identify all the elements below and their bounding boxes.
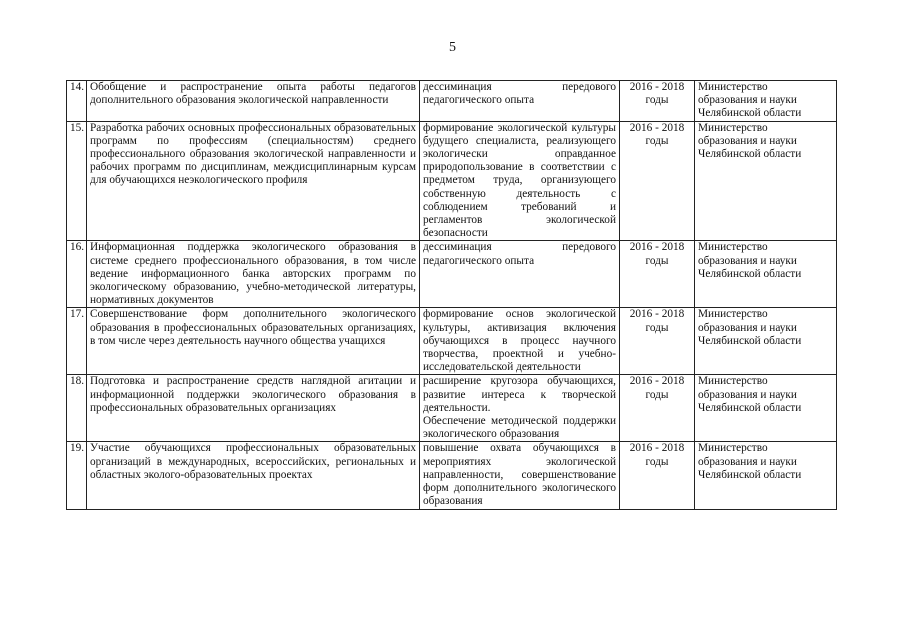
executor-line: образования и науки <box>698 134 797 147</box>
result-paragraph: расширение кругозора обучающихся, развитие интереса к творческой деятельности. <box>423 375 616 414</box>
period <box>620 442 695 509</box>
executor-line: образования и науки <box>698 455 797 468</box>
executor-line: Челябинской области <box>698 468 802 481</box>
executor-line: Челябинской области <box>698 401 802 414</box>
executor <box>695 375 837 442</box>
activity-name: Подготовка и распространение средств наглядной агитации и информационной поддержки экологического образования в профессиональных образовательных организациях <box>87 375 420 442</box>
period-line: годы <box>645 321 669 334</box>
activity-name: Разработка рабочих основных профессиональных образовательных программ по профессиям (специальностям) среднего профессионального образования экологической направленности и рабочих программ по дисциплинам, междисциплинарным курсам для обучающихся неэкологического профиля <box>87 121 420 241</box>
expected-result <box>420 375 620 442</box>
executor <box>695 81 837 122</box>
period <box>620 81 695 122</box>
executor <box>695 442 837 509</box>
period-line: 2016 - 2018 <box>629 442 685 455</box>
period-line: годы <box>645 94 669 107</box>
executor-line: Министерство <box>698 375 768 388</box>
executor-line: Челябинской области <box>698 334 802 347</box>
period <box>620 308 695 375</box>
period <box>620 241 695 308</box>
activity-name: Совершенствование форм дополнительного экологического образования в профессиональных образовательных организациях, в том числе через деятельность научного общества учащихся <box>87 308 420 375</box>
period-line: 2016 - 2018 <box>629 241 685 254</box>
table-row <box>67 308 837 375</box>
executor-line: Министерство <box>698 81 768 93</box>
activities-table <box>66 80 837 510</box>
table-row <box>67 81 837 122</box>
executor-line: образования и науки <box>698 94 797 107</box>
period-line: годы <box>645 455 669 468</box>
row-number: 18. <box>67 375 87 442</box>
period-line: годы <box>645 388 669 401</box>
activity-name: Участие обучающихся профессиональных образовательных организаций в международных, всероссийских, региональных и областных эколого-образовательных проектах <box>87 442 420 509</box>
expected-result <box>420 442 620 509</box>
executor <box>695 241 837 308</box>
result-paragraph: дессиминация передового педагогического опыта <box>423 81 616 107</box>
executor-line: образования и науки <box>698 254 797 267</box>
period-line: 2016 - 2018 <box>629 308 685 321</box>
table-row <box>67 121 837 241</box>
executor-line: Министерство <box>698 308 768 321</box>
executor-line: образования и науки <box>698 321 797 334</box>
result-paragraph: формирование экологической культуры будущего специалиста, реализующего экологически оправданное природопользование в соответствии с предметом труда, организующего собственную деятельность с соблюдением требований и регламентов экологической безопасности <box>423 121 616 240</box>
period-line: 2016 - 2018 <box>629 81 685 93</box>
period <box>620 375 695 442</box>
row-number: 14. <box>67 81 87 122</box>
period-line: годы <box>645 134 669 147</box>
result-paragraph: дессиминация передового педагогического опыта <box>423 241 616 267</box>
row-number: 15. <box>67 121 87 241</box>
result-paragraph: формирование основ экологической культуры, активизация включения обучающихся в процесс научного творчества, проектной и учебно-исследовательской деятельности <box>423 308 616 374</box>
expected-result <box>420 121 620 241</box>
executor-line: Министерство <box>698 442 768 455</box>
executor-line: Челябинской области <box>698 267 802 280</box>
result-paragraph: Обеспечение методической поддержки экологического образования <box>423 415 616 441</box>
activity-name: Информационная поддержка экологического образования в системе среднего профессионального образования, в том числе ведение информационного банка авторских программ по экологическому образованию, учебно-методической литературы, нормативных документов <box>87 241 420 308</box>
period-line: 2016 - 2018 <box>629 121 685 134</box>
result-paragraph: повышение охвата обучающихся в мероприятиях экологической направленности, совершенствование форм дополнительного экологического образования <box>423 442 616 508</box>
executor-line: Челябинской области <box>698 148 802 161</box>
executor-line: Министерство <box>698 121 768 134</box>
table-row <box>67 442 837 509</box>
activity-name: Обобщение и распространение опыта работы педагогов дополнительного образования экологической направленности <box>87 81 420 122</box>
table-row <box>67 375 837 442</box>
executor-line: образования и науки <box>698 388 797 401</box>
expected-result <box>420 241 620 308</box>
executor <box>695 121 837 241</box>
period <box>620 121 695 241</box>
row-number: 16. <box>67 241 87 308</box>
row-number: 17. <box>67 308 87 375</box>
expected-result <box>420 308 620 375</box>
executor-line: Министерство <box>698 241 768 254</box>
row-number: 19. <box>67 442 87 509</box>
table-row <box>67 241 837 308</box>
executor-line: Челябинской области <box>698 107 802 120</box>
period-line: 2016 - 2018 <box>629 375 685 388</box>
expected-result <box>420 81 620 122</box>
period-line: годы <box>645 254 669 267</box>
executor <box>695 308 837 375</box>
page-number: 5 <box>449 40 456 55</box>
